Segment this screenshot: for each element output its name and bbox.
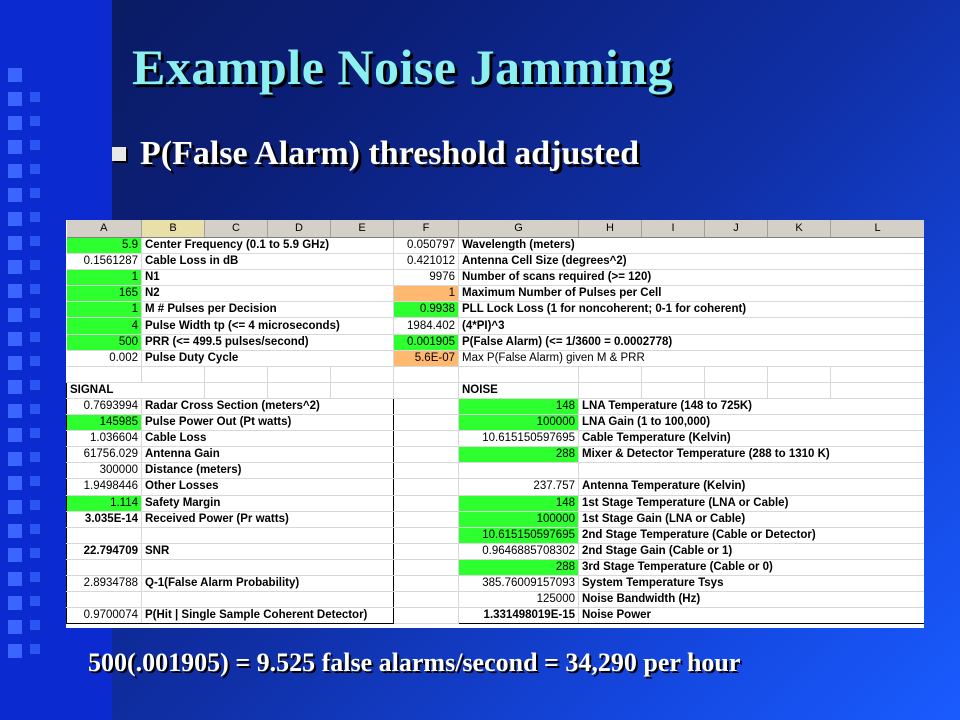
noise-value-cell[interactable]: 100000: [459, 415, 579, 431]
empty-cell[interactable]: [579, 366, 642, 382]
column-header-a[interactable]: A: [67, 220, 142, 238]
empty-cell[interactable]: [394, 398, 459, 414]
label-cell[interactable]: Maximum Number of Pulses per Cell: [459, 286, 925, 302]
label-cell[interactable]: Cable Loss in dB: [142, 254, 394, 270]
label-cell[interactable]: Max P(False Alarm) given M & PRR: [459, 350, 925, 366]
table-row: [67, 511, 925, 527]
column-header-c[interactable]: C: [205, 220, 268, 238]
table-row: [67, 463, 925, 479]
table-row: [67, 447, 925, 463]
signal-value-cell[interactable]: 0.9700074: [67, 608, 142, 624]
noise-value-cell[interactable]: 148: [459, 495, 579, 511]
signal-label-cell[interactable]: Cable Loss: [142, 431, 394, 447]
label-cell[interactable]: N2: [142, 286, 394, 302]
noise-label-cell[interactable]: Mixer & Detector Temperature (288 to 1310 K): [579, 447, 925, 463]
noise-value-cell[interactable]: 10.615150597695: [459, 431, 579, 447]
noise-label-cell[interactable]: Antenna Temperature (Kelvin): [579, 479, 925, 495]
section-header-row: [67, 382, 925, 398]
signal-label-cell[interactable]: P(Hit | Single Sample Coherent Detector): [142, 608, 394, 624]
noise-label-cell[interactable]: 2nd Stage Gain (Cable or 1): [579, 543, 925, 559]
empty-cell[interactable]: [268, 366, 331, 382]
empty-cell[interactable]: [394, 366, 459, 382]
bullet-point: [112, 135, 639, 173]
empty-cell[interactable]: [831, 382, 925, 398]
signal-value-cell[interactable]: [67, 592, 142, 608]
empty-cell[interactable]: [394, 592, 459, 608]
empty-cell[interactable]: [394, 527, 459, 543]
noise-value-cell[interactable]: 125000: [459, 592, 579, 608]
label-cell[interactable]: Antenna Cell Size (degrees^2): [459, 254, 925, 270]
noise-value-cell[interactable]: 385.76009157093: [459, 575, 579, 591]
empty-cell[interactable]: [331, 382, 394, 398]
empty-cell[interactable]: [768, 382, 831, 398]
empty-cell[interactable]: [459, 366, 579, 382]
column-header-e[interactable]: E: [331, 220, 394, 238]
empty-cell[interactable]: [142, 366, 205, 382]
signal-value-cell[interactable]: 0.7693994: [67, 398, 142, 414]
empty-cell[interactable]: [394, 559, 459, 575]
stripe-squares: [8, 68, 24, 668]
column-header-h[interactable]: H: [579, 220, 642, 238]
value-cell[interactable]: 1: [394, 286, 459, 302]
spreadsheet-grid: [66, 220, 924, 624]
empty-cell[interactable]: [394, 495, 459, 511]
slide-title: Example Noise Jamming: [132, 39, 674, 95]
empty-cell[interactable]: [394, 382, 459, 398]
footer-equation: 500(.001905) = 9.525 false alarms/second = 34,290 per hour: [88, 648, 741, 677]
noise-label-cell[interactable]: LNA Gain (1 to 100,000): [579, 415, 925, 431]
column-header-k[interactable]: K: [768, 220, 831, 238]
noise-value-cell[interactable]: 100000: [459, 511, 579, 527]
empty-cell[interactable]: [394, 463, 459, 479]
empty-cell[interactable]: [394, 575, 459, 591]
value-cell[interactable]: 1: [67, 302, 142, 318]
noise-label-cell[interactable]: [579, 463, 925, 479]
signal-label-cell[interactable]: [142, 592, 394, 608]
table-row: [67, 608, 925, 624]
value-cell[interactable]: 0.1561287: [67, 254, 142, 270]
noise-value-cell[interactable]: 0.9646885708302: [459, 543, 579, 559]
value-cell[interactable]: 500: [67, 334, 142, 350]
signal-value-cell[interactable]: 22.794709: [67, 543, 142, 559]
empty-cell[interactable]: [205, 382, 268, 398]
label-cell[interactable]: N1: [142, 270, 394, 286]
label-cell[interactable]: Center Frequency (0.1 to 5.9 GHz): [142, 238, 394, 254]
noise-label-cell[interactable]: 1st Stage Gain (LNA or Cable): [579, 511, 925, 527]
empty-cell[interactable]: [642, 366, 705, 382]
signal-value-cell[interactable]: 300000: [67, 463, 142, 479]
signal-value-cell[interactable]: [67, 559, 142, 575]
signal-label-cell[interactable]: Received Power (Pr watts): [142, 511, 394, 527]
label-cell[interactable]: Pulse Duty Cycle: [142, 350, 394, 366]
signal-value-cell[interactable]: 61756.029: [67, 447, 142, 463]
empty-cell[interactable]: [394, 447, 459, 463]
signal-value-cell[interactable]: 145985: [67, 415, 142, 431]
empty-cell[interactable]: [331, 366, 394, 382]
table-row: [67, 254, 925, 270]
signal-label-cell[interactable]: Pulse Power Out (Pt watts): [142, 415, 394, 431]
empty-cell[interactable]: [394, 511, 459, 527]
signal-header[interactable]: SIGNAL: [67, 382, 205, 398]
table-row: [67, 350, 925, 366]
empty-cell[interactable]: [394, 543, 459, 559]
column-header-g[interactable]: G: [459, 220, 579, 238]
signal-value-cell[interactable]: 1.114: [67, 495, 142, 511]
table-row: [67, 415, 925, 431]
table-row: [67, 334, 925, 350]
signal-label-cell[interactable]: [142, 527, 394, 543]
signal-label-cell[interactable]: Other Losses: [142, 479, 394, 495]
table-row: [67, 543, 925, 559]
value-cell[interactable]: 1: [67, 270, 142, 286]
signal-value-cell[interactable]: 1.036604: [67, 431, 142, 447]
empty-cell[interactable]: [394, 608, 459, 624]
signal-label-cell[interactable]: [142, 559, 394, 575]
value-cell[interactable]: 0.421012: [394, 254, 459, 270]
table-row: [67, 398, 925, 414]
value-cell[interactable]: 1984.402: [394, 318, 459, 334]
noise-value-cell[interactable]: 237.757: [459, 479, 579, 495]
empty-cell[interactable]: [67, 366, 142, 382]
signal-value-cell[interactable]: 3.035E-14: [67, 511, 142, 527]
column-header-b[interactable]: B: [142, 220, 205, 238]
signal-label-cell[interactable]: Q-1(False Alarm Probability): [142, 575, 394, 591]
label-cell[interactable]: PRR (<= 499.5 pulses/second): [142, 334, 394, 350]
value-cell[interactable]: 9976: [394, 270, 459, 286]
bullet-square-icon: [112, 147, 126, 161]
noise-label-cell[interactable]: 3rd Stage Temperature (Cable or 0): [579, 559, 925, 575]
empty-cell[interactable]: [205, 366, 268, 382]
table-row: [67, 238, 925, 254]
column-header-j[interactable]: J: [705, 220, 768, 238]
noise-value-cell[interactable]: 288: [459, 559, 579, 575]
empty-cell[interactable]: [705, 366, 768, 382]
noise-label-cell[interactable]: Noise Bandwidth (Hz): [579, 592, 925, 608]
noise-label-cell[interactable]: Noise Power: [579, 608, 925, 624]
table-row: [67, 527, 925, 543]
value-cell[interactable]: 5.9: [67, 238, 142, 254]
value-cell[interactable]: 165: [67, 286, 142, 302]
table-row: [67, 575, 925, 591]
label-cell[interactable]: Number of scans required (>= 120): [459, 270, 925, 286]
empty-cell[interactable]: [394, 431, 459, 447]
spreadsheet: [66, 220, 924, 628]
noise-label-cell[interactable]: System Temperature Tsys: [579, 575, 925, 591]
empty-cell[interactable]: [642, 382, 705, 398]
table-row: [67, 318, 925, 334]
column-header-d[interactable]: D: [268, 220, 331, 238]
value-cell[interactable]: 0.002: [67, 350, 142, 366]
empty-cell[interactable]: [268, 382, 331, 398]
empty-cell[interactable]: [768, 366, 831, 382]
table-row: [67, 270, 925, 286]
signal-label-cell[interactable]: Safety Margin: [142, 495, 394, 511]
empty-cell[interactable]: [394, 479, 459, 495]
signal-label-cell[interactable]: Radar Cross Section (meters^2): [142, 398, 394, 414]
value-cell[interactable]: 0.050797: [394, 238, 459, 254]
column-header-l[interactable]: L: [831, 220, 925, 238]
table-row: [67, 431, 925, 447]
label-cell[interactable]: Wavelength (meters): [459, 238, 925, 254]
noise-value-cell[interactable]: 10.615150597695: [459, 527, 579, 543]
label-cell[interactable]: PLL Lock Loss (1 for noncoherent; 0-1 for coherent): [459, 302, 925, 318]
value-cell[interactable]: 4: [67, 318, 142, 334]
value-cell[interactable]: 0.001905: [394, 334, 459, 350]
signal-value-cell[interactable]: 2.8934788: [67, 575, 142, 591]
signal-label-cell[interactable]: SNR: [142, 543, 394, 559]
column-header-i[interactable]: I: [642, 220, 705, 238]
empty-cell[interactable]: [394, 415, 459, 431]
column-header-row: [67, 220, 925, 238]
empty-cell[interactable]: [579, 382, 642, 398]
noise-label-cell[interactable]: 1st Stage Temperature (LNA or Cable): [579, 495, 925, 511]
signal-value-cell[interactable]: [67, 527, 142, 543]
label-cell[interactable]: P(False Alarm) (<= 1/3600 = 0.0002778): [459, 334, 925, 350]
label-cell[interactable]: Pulse Width tp (<= 4 microseconds): [142, 318, 394, 334]
noise-label-cell[interactable]: 2nd Stage Temperature (Cable or Detector): [579, 527, 925, 543]
stripe-squares-inner: [30, 92, 42, 668]
noise-value-cell[interactable]: 288: [459, 447, 579, 463]
table-row: [67, 495, 925, 511]
signal-label-cell[interactable]: Distance (meters): [142, 463, 394, 479]
column-header-f[interactable]: F: [394, 220, 459, 238]
noise-value-cell[interactable]: 1.331498019E-15: [459, 608, 579, 624]
signal-label-cell[interactable]: Antenna Gain: [142, 447, 394, 463]
table-row: [67, 559, 925, 575]
table-row: [67, 479, 925, 495]
empty-cell[interactable]: [831, 366, 925, 382]
table-row: [67, 302, 925, 318]
table-row: [67, 592, 925, 608]
noise-value-cell[interactable]: 148: [459, 398, 579, 414]
noise-value-cell[interactable]: [459, 463, 579, 479]
noise-label-cell[interactable]: LNA Temperature (148 to 725K): [579, 398, 925, 414]
signal-value-cell[interactable]: 1.9498446: [67, 479, 142, 495]
value-cell[interactable]: 0.9938: [394, 302, 459, 318]
bullet-text: P(False Alarm) threshold adjusted: [140, 135, 639, 172]
label-cell[interactable]: (4*PI)^3: [459, 318, 925, 334]
noise-header[interactable]: NOISE: [459, 382, 579, 398]
empty-cell[interactable]: [705, 382, 768, 398]
table-row: [67, 286, 925, 302]
value-cell[interactable]: 5.6E-07: [394, 350, 459, 366]
label-cell[interactable]: M # Pulses per Decision: [142, 302, 394, 318]
noise-label-cell[interactable]: Cable Temperature (Kelvin): [579, 431, 925, 447]
blank-row: [67, 366, 925, 382]
